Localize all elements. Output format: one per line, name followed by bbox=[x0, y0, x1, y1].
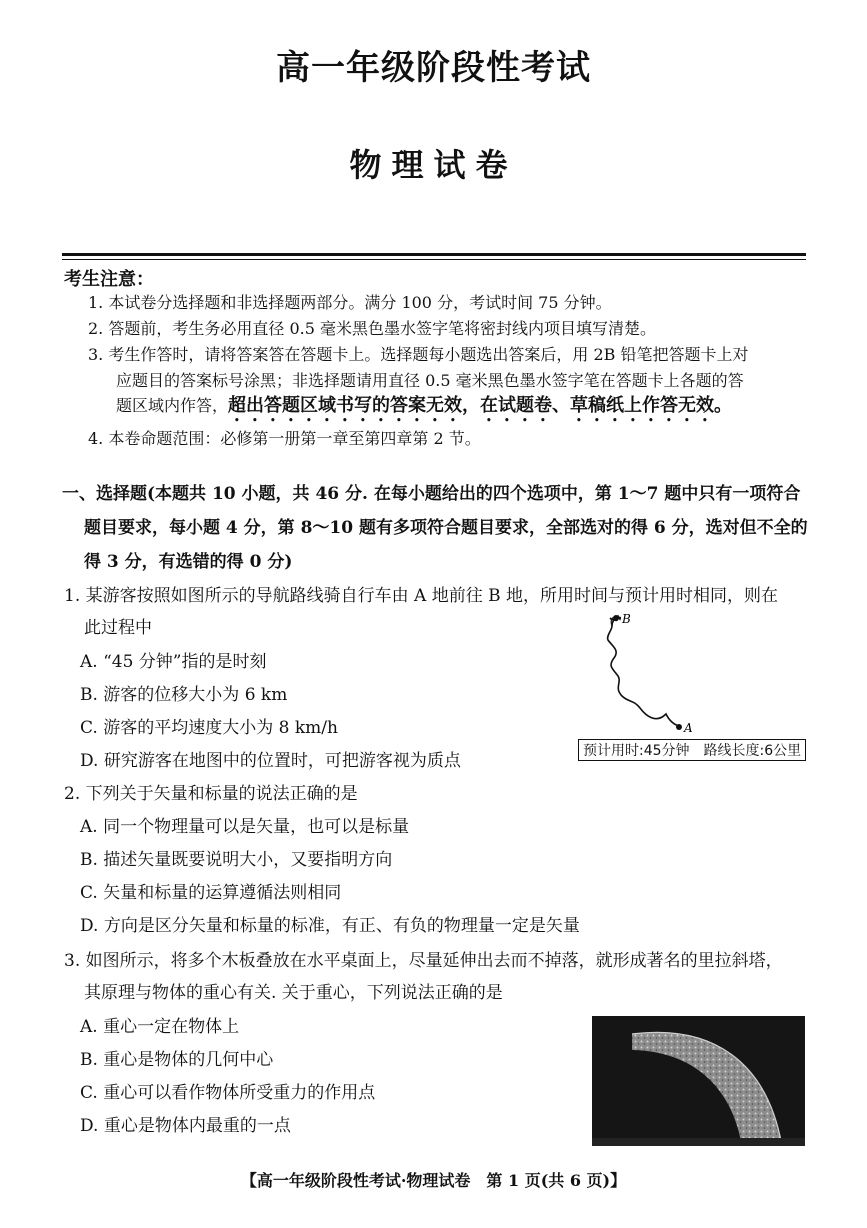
notice-item-3-line3 bbox=[116, 395, 808, 426]
route-path bbox=[608, 616, 679, 726]
notice-emphasis: 超出答题区域书写的答案无效，在试题卷、草稿纸上作答无效。 bbox=[228, 395, 733, 416]
route-caption: 预计用时:45分钟 路线长度:6公里 bbox=[578, 739, 806, 761]
question-2-option-c: C. 矢量和标量的运算遵循法则相同 bbox=[80, 883, 342, 903]
point-a-label: A bbox=[684, 721, 693, 735]
question-1-stem: 1. 某游客按照如图所示的导航路线骑自行车由 A 地前往 B 地，所用时间与预计用时相同，则在 bbox=[64, 586, 779, 606]
section-instructions-line2: 题目要求，每小题 4 分，第 8～10 题有多项符合题目要求，全部选对的得 6 分，选对但不全的 bbox=[84, 518, 808, 538]
question-2-option-a: A. 同一个物理量可以是矢量，也可以是标量 bbox=[80, 817, 410, 837]
paper-subtitle: 物理试卷 bbox=[349, 146, 518, 184]
question-3-stem: 3. 如图所示，将多个木板叠放在水平桌面上，尽量延伸出去而不掉落，就形成著名的里拉斜塔， bbox=[64, 951, 783, 971]
point-b-marker bbox=[613, 615, 619, 621]
question-1-option-b: B. 游客的位移大小为 6 km bbox=[80, 685, 288, 705]
notice-item-2: 2. 答题前，考生务必用直径 0.5 毫米黑色墨水签字笔将密封线内项目填写清楚。 bbox=[88, 319, 656, 338]
notice-item-4: 4. 本卷命题范围：必修第一册第一章至第四章第 2 节。 bbox=[88, 429, 481, 448]
notice-item-3: 3. 考生作答时，请将答案答在答题卡上。选择题每小题选出答案后，用 2B 铅笔把答题卡上对 bbox=[88, 345, 749, 364]
notice-heading: 考生注意： bbox=[64, 269, 154, 290]
question-2-stem: 2. 下列关于矢量和标量的说法正确的是 bbox=[64, 784, 358, 804]
notice-item-3-line2: 应题目的答案标号涂黑；非选择题请用直径 0.5 毫米黑色墨水签字笔在答题卡上各题的答 bbox=[116, 371, 744, 390]
table-surface bbox=[592, 1138, 805, 1146]
header-divider-thin bbox=[62, 259, 806, 260]
question-3-option-d: D. 重心是物体内最重的一点 bbox=[80, 1116, 291, 1136]
notice-item-3-plain: 题区域内作答， bbox=[116, 396, 229, 415]
question-1-option-c: C. 游客的平均速度大小为 8 km/h bbox=[80, 718, 338, 738]
question-2-option-d: D. 方向是区分矢量和标量的标准，有正、有负的物理量一定是矢量 bbox=[80, 916, 580, 936]
question-1-option-d: D. 研究游客在地图中的位置时，可把游客视为质点 bbox=[80, 751, 461, 771]
question-1-stem-line2: 此过程中 bbox=[84, 618, 152, 638]
route-map-figure bbox=[576, 606, 706, 736]
header-divider bbox=[62, 253, 806, 256]
exam-title: 高一年级阶段性考试 bbox=[276, 48, 591, 88]
question-3-option-b: B. 重心是物体的几何中心 bbox=[80, 1050, 274, 1070]
section-instructions-line3: 得 3 分，有选错的得 0 分) bbox=[84, 552, 293, 572]
point-a-marker bbox=[676, 724, 682, 730]
question-1-option-a: A. “45 分钟”指的是时刻 bbox=[80, 652, 267, 672]
section-instructions-line1: 一、选择题(本题共 10 小题，共 46 分. 在每小题给出的四个选项中，第 1～7 题中只有一项符合 bbox=[62, 484, 801, 504]
point-b-label: B bbox=[622, 612, 631, 626]
notice-item-1: 1. 本试卷分选择题和非选择题两部分。满分 100 分，考试时间 75 分钟。 bbox=[88, 293, 612, 312]
question-3-stem-line2: 其原理与物体的重心有关. 关于重心，下列说法正确的是 bbox=[84, 983, 503, 1003]
question-3-option-a: A. 重心一定在物体上 bbox=[80, 1017, 240, 1037]
question-3-option-c: C. 重心可以看作物体所受重力的作用点 bbox=[80, 1083, 376, 1103]
question-2-option-b: B. 描述矢量既要说明大小，又要指明方向 bbox=[80, 850, 393, 870]
leaning-tower-photo bbox=[592, 1016, 805, 1146]
page-footer: 【高一年级阶段性考试·物理试卷 第 1 页(共 6 页)】 bbox=[240, 1171, 627, 1190]
